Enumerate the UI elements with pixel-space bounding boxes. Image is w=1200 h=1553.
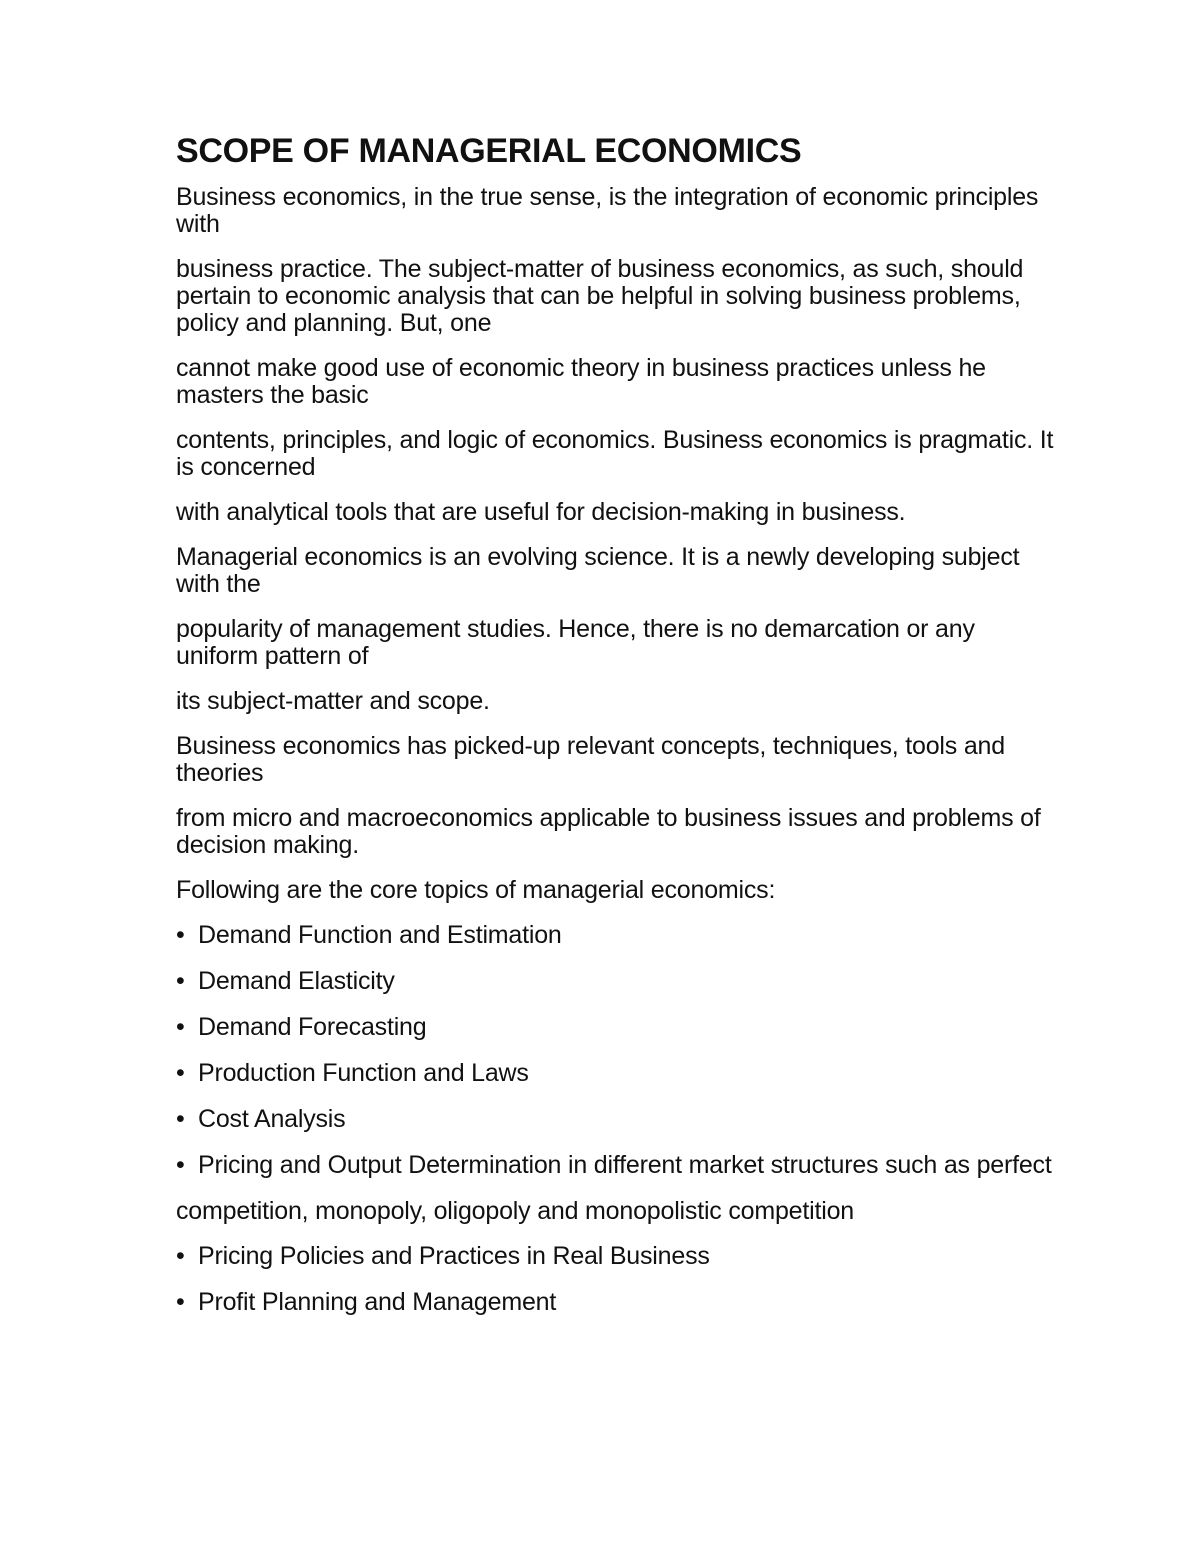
topic-list-item bbox=[176, 1152, 1056, 1179]
paragraph: its subject-matter and scope. bbox=[176, 687, 490, 715]
topic-label: Production Function and Laws bbox=[198, 1059, 529, 1087]
paragraph: contents, principles, and logic of economics. Business economics is pragmatic. It is concerned bbox=[176, 426, 1054, 481]
paragraph: Business economics, in the true sense, is the integration of economic principles with bbox=[176, 183, 1039, 238]
topic-list-item bbox=[176, 1014, 1056, 1041]
paragraph: cannot make good use of economic theory in business practices unless he masters the basic bbox=[176, 354, 986, 409]
paragraph: popularity of management studies. Hence, there is no demarcation or any uniform pattern of bbox=[176, 615, 975, 670]
document-title: SCOPE OF MANAGERIAL ECONOMICS bbox=[176, 132, 802, 170]
topic-list-item bbox=[176, 922, 1056, 949]
topic-label: Profit Planning and Management bbox=[198, 1288, 557, 1316]
bullet-icon: • bbox=[176, 1242, 185, 1270]
topic-label: Pricing and Output Determination in different market structures such as perfect bbox=[198, 1151, 1052, 1179]
topic-label: Cost Analysis bbox=[198, 1105, 346, 1133]
bullet-icon: • bbox=[176, 921, 185, 949]
topic-label: Demand Forecasting bbox=[198, 1013, 427, 1041]
paragraph: with analytical tools that are useful for decision-making in business. bbox=[176, 498, 906, 526]
bullet-icon: • bbox=[176, 1059, 185, 1087]
bullet-icon: • bbox=[176, 1013, 185, 1041]
topic-label: Demand Function and Estimation bbox=[198, 921, 562, 949]
topics-intro: Following are the core topics of managerial economics: bbox=[176, 876, 776, 904]
document-body bbox=[176, 130, 1056, 1335]
topic-list-item bbox=[176, 1243, 1056, 1270]
paragraph: business practice. The subject-matter of business economics, as such, should pertain to economic analysis that can be helpful in solving business problems, policy and planning. But, one bbox=[176, 255, 1024, 337]
topic-label: Pricing Policies and Practices in Real Business bbox=[198, 1242, 710, 1270]
topic-list-item bbox=[176, 968, 1056, 995]
paragraph: Business economics has picked-up relevant concepts, techniques, tools and theories bbox=[176, 732, 1005, 787]
bullet-icon: • bbox=[176, 1151, 185, 1179]
bullet-icon: • bbox=[176, 1105, 185, 1133]
paragraph: from micro and macroeconomics applicable to business issues and problems of decision making. bbox=[176, 804, 1041, 859]
bullet-icon: • bbox=[176, 1288, 185, 1316]
paragraph: Managerial economics is an evolving science. It is a newly developing subject with the bbox=[176, 543, 1020, 598]
bullet-icon: • bbox=[176, 967, 185, 995]
topic-list-item bbox=[176, 1289, 1056, 1316]
topic-list-item bbox=[176, 1106, 1056, 1133]
topic-label: Demand Elasticity bbox=[198, 967, 395, 995]
topic-list-item bbox=[176, 1060, 1056, 1087]
topic-continuation: competition, monopoly, oligopoly and monopolistic competition bbox=[176, 1197, 854, 1225]
